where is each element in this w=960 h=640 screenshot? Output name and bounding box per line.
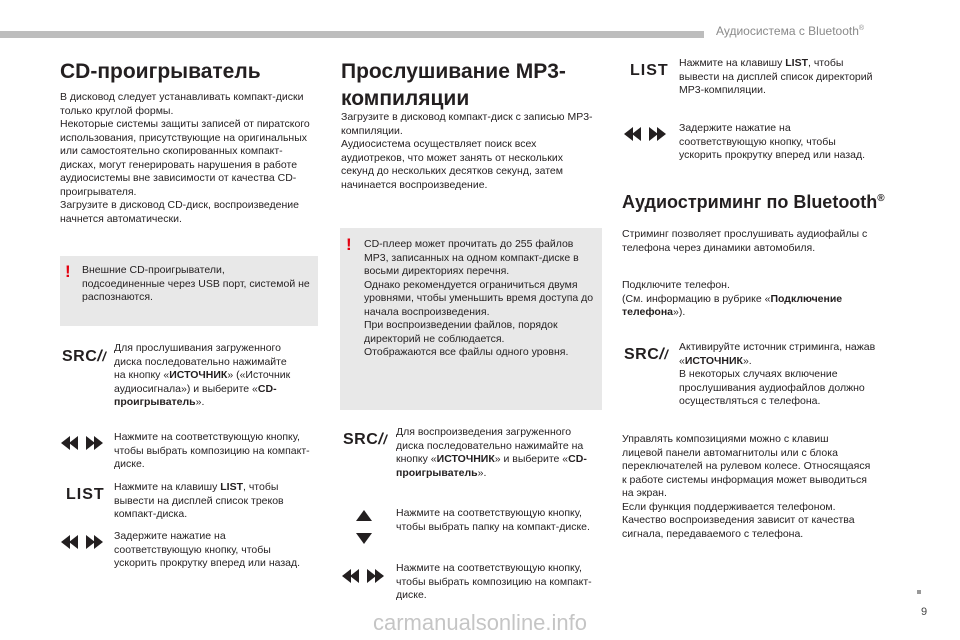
running-header: Аудиосистема с Bluetooth® [716,24,865,38]
cd-warning-note [60,256,318,326]
folder-up-down-icon [356,510,372,544]
mp3-folder-text: Нажмите на соответствующую кнопку, чтобы выбрать папку на компакт-диске. [396,507,590,533]
bt-src-instruction: Активируйте источник стриминга, нажав «ИСТОЧНИК». В некоторых случаях включение прослушивания аудиофайлов должно осуществляться с телефона. [679,341,876,407]
mp3-intro-text: Загрузите в дисковод компакт-диск с записью МР3- компиляции. Аудиосистема осуществляет поиск всех аудиотреков, что может занять от нескольких секунд до нескольких десятков секунд, затем начинается воспроизведение. [341,111,593,191]
mp3-warning-note [340,228,602,410]
mp3-heading: Прослушивание МР3- компиляции [341,60,566,110]
warning-icon: ! [346,235,352,254]
cd-list-instruction: Нажмите на клавишу LIST, чтобы вывести на дисплей список треков компакт-диска. [114,481,284,520]
prev-next-arrows-icon [342,569,384,583]
cd-player-heading: CD-проигрыватель [60,60,261,83]
bt-connect-text: Подключите телефон. (См. информацию в рубрике «Подключение телефона»). [622,279,843,318]
watermark: carmanualsonline.info [372,610,588,635]
cd-warning-text: Внешние CD-проигрыватели, подсоединенные через USB порт, системой не распознаются. [82,264,310,303]
bt-intro-text: Стриминг позволяет прослушивать аудиофайлы с телефона через динамики автомобиля. [622,228,868,254]
mp3-select-track-text: Нажмите на соответствующую кнопку, чтобы выбрать композицию на компакт- диске. [396,562,592,601]
mp3-src-instruction: Для воспроизведения загруженного диска последовательно нажимайте на кнопку «ИСТОЧНИК» и выберите «CD- проигрыватель». [396,426,587,479]
src-button-icon: SRC// [62,348,107,365]
prev-next-arrows-icon [61,436,103,450]
cd-intro-text: В дисковод следует устанавливать компакт-диски только круглой формы. Некоторые системы защиты записей от пиратского использования, присутствующие на оригинальных или самостоятельно скопированных компакт- дисках, могут генерировать нарушения в работе аудиосистемы вне зависимости от качества CD- проигрывателя. Загрузите в дисковод CD-диск, воспроизведение начнется автоматически. [60,91,310,225]
mp3-hold-instruction: Задержите нажатие на соответствующую кнопку, чтобы ускорить прокрутку вперед или назад. [679,122,866,161]
list-button-icon: LIST [66,486,105,503]
page-number: 9 [921,606,928,618]
cd-src-instruction: Для прослушивания загруженного диска последовательно нажимайте на кнопку «ИСТОЧНИК» («Источник аудиосигнала») и выберите «CD- проигрыватель». [114,342,291,408]
src-button-icon: SRC// [624,346,669,363]
src-button-icon: SRC// [343,431,388,448]
cd-hold-instruction: Задержите нажатие на соответствующую кнопку, чтобы ускорить прокрутку вперед или назад. [114,530,301,569]
header-bar [0,31,704,38]
fast-scroll-arrows-icon [624,127,666,141]
mp3-list-instruction: Нажмите на клавишу LIST, чтобы вывести на дисплей список директорий МР3-компиляции. [679,57,873,96]
bt-manage-text: Управлять композициями можно с клавиш лицевой панели автомагнитолы или с блока переключателей на рулевом колесе. Относящаяся к работе системы информация может выводиться на экран. Если функция поддерживается телефоном. Качество воспроизведения зависит от качества сигнала, передаваемого с телефона. [622,433,871,540]
cd-select-track-text: Нажмите на соответствующую кнопку, чтобы выбрать композицию на компакт- диске. [114,431,310,470]
page-marker [917,590,921,594]
warning-icon: ! [65,262,71,281]
mp3-warning-text: CD-плеер может прочитать до 255 файлов МР3, записанных на одном компакт-диске в восьми директориях перечня. Однако рекомендуется ограничиться двумя уровнями, чтобы уменьшить время доступа до начала воспроизведения. При воспроизведении файлов, порядок директорий не соблюдается. Отображаются все файлы одного уровня. [364,238,594,358]
list-button-icon: LIST [630,62,669,79]
bluetooth-streaming-heading: Аудиостриминг по Bluetooth® [622,192,885,212]
fast-scroll-arrows-icon [61,535,103,549]
